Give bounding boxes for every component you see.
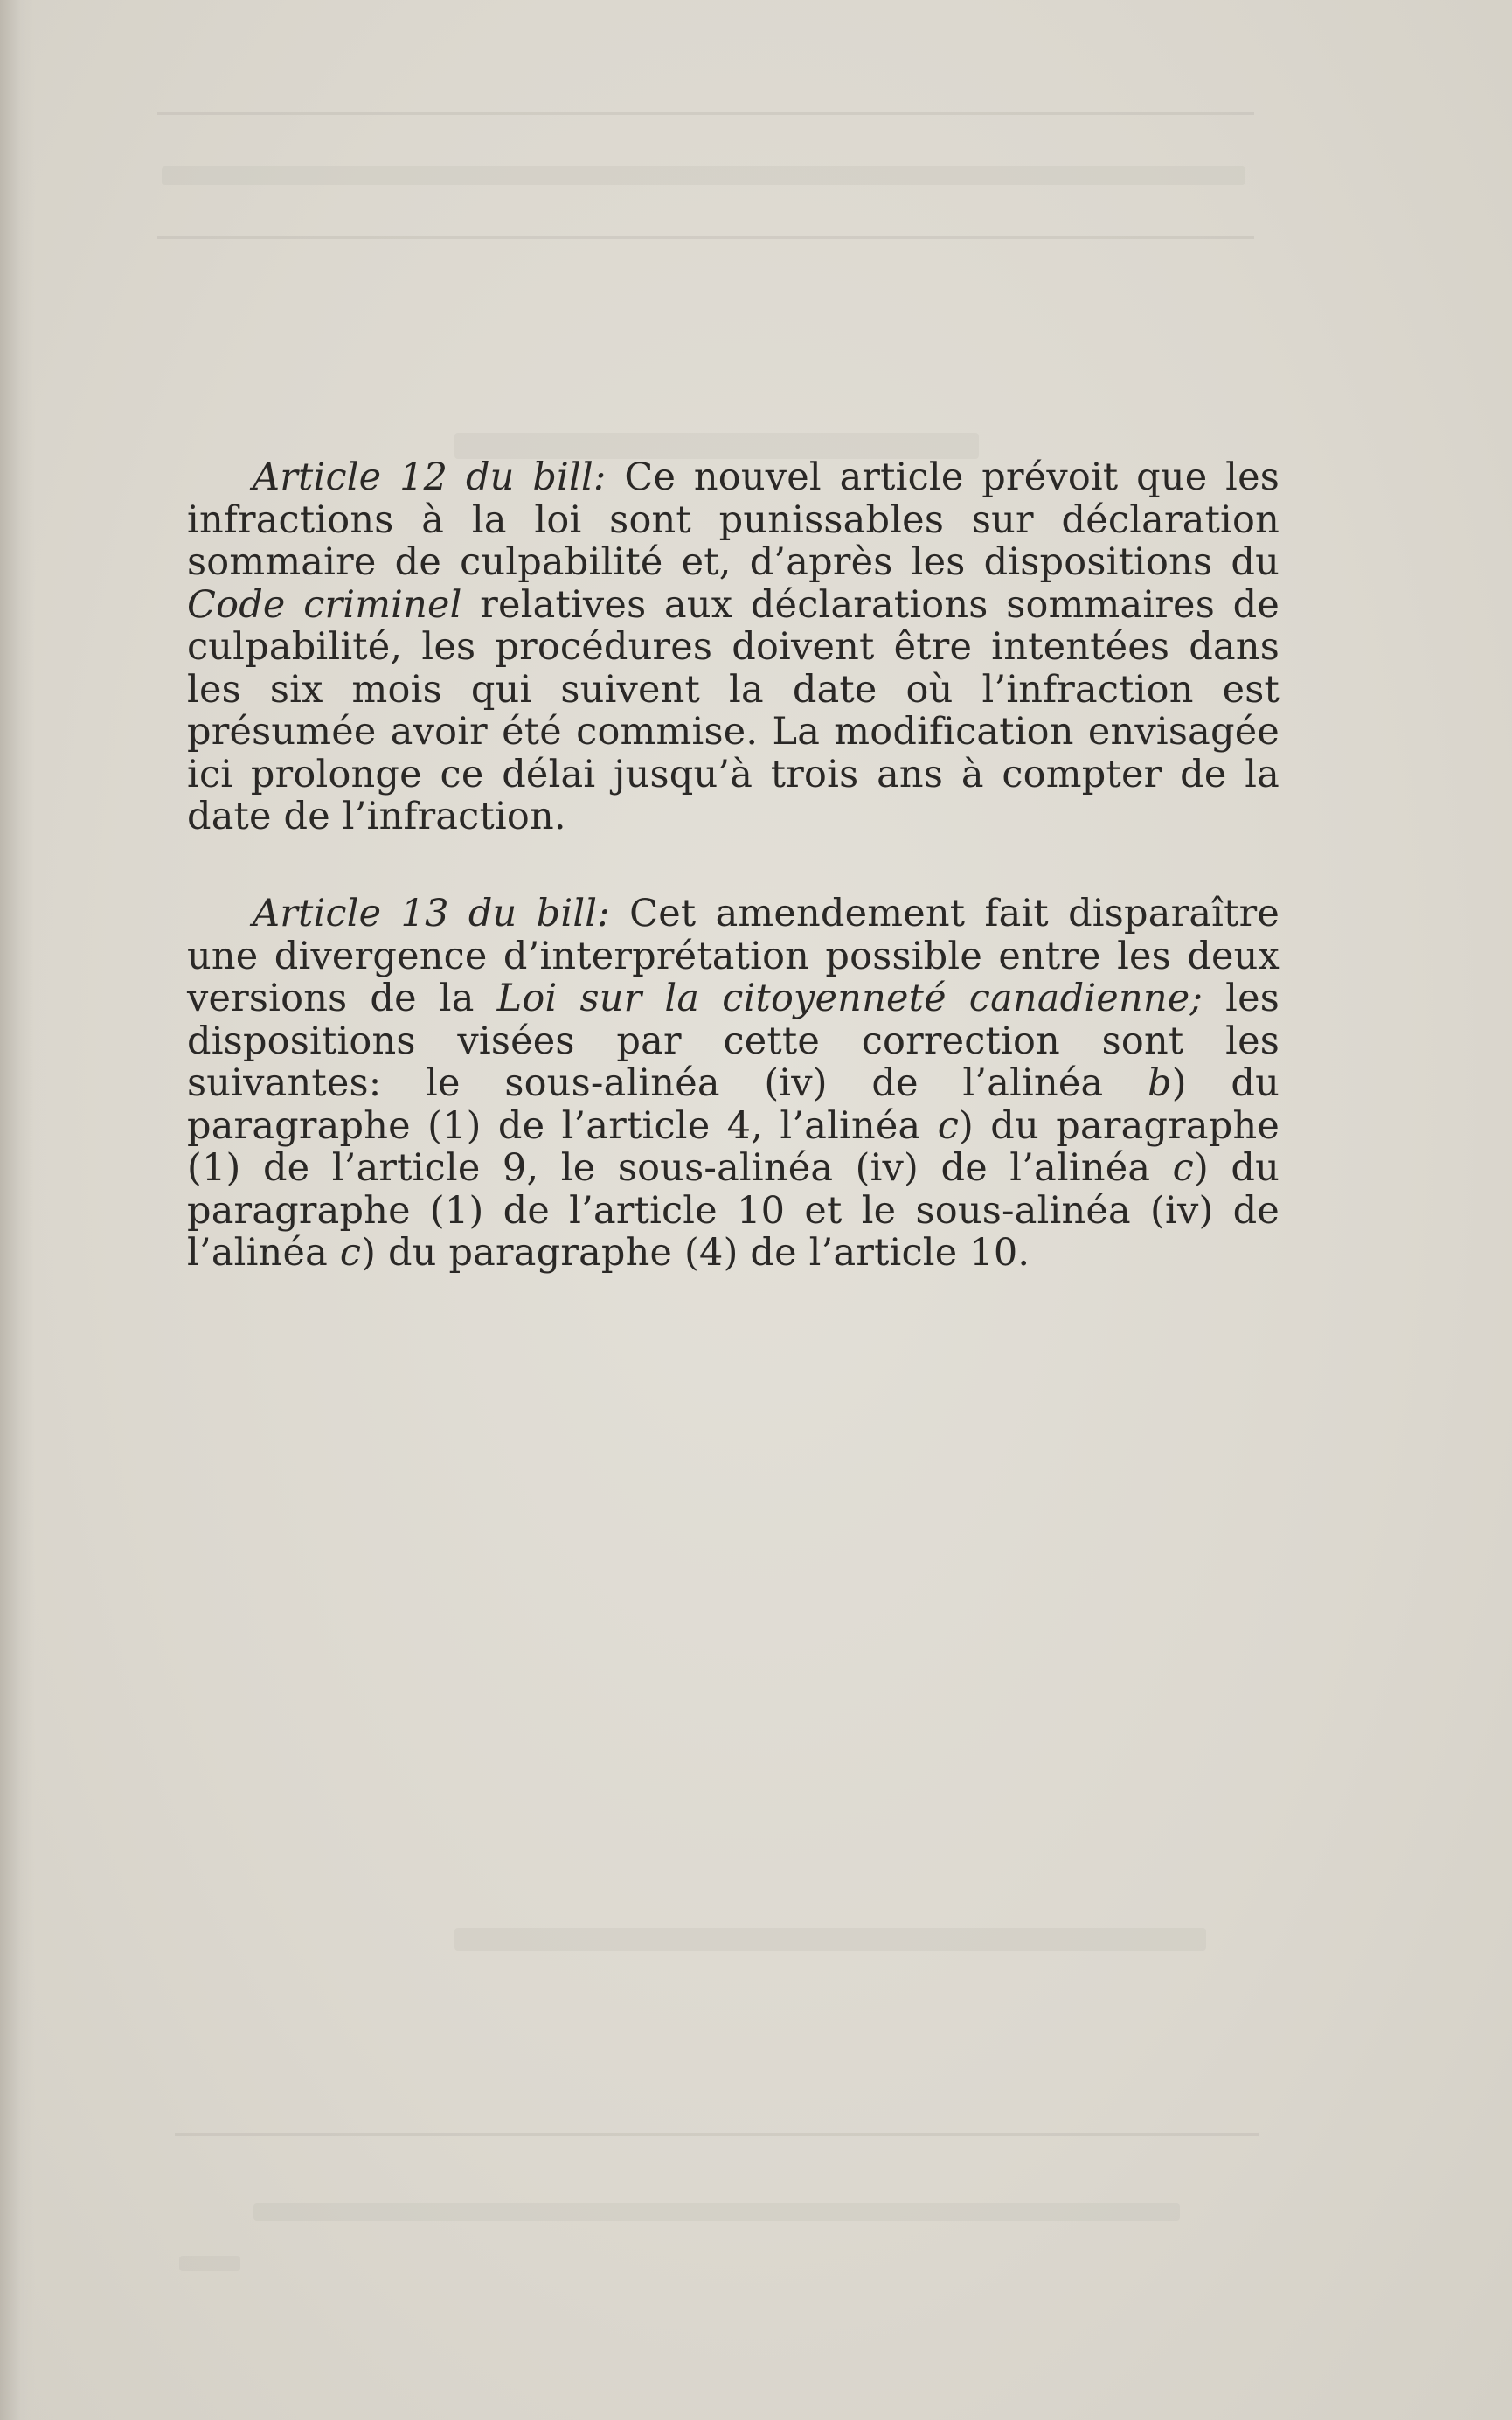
text-segment: ) du paragraphe (1) de l’article 4, l’alinéa <box>187 1061 1280 1148</box>
show-through-line <box>253 2203 1180 2221</box>
text-segment: ) du paragraphe (1) de l’article 9, le sous-alinéa (iv) de l’alinéa <box>187 1103 1280 1190</box>
binding-shadow <box>0 0 35 2420</box>
text-segment: les dispositions visées par cette correction sont les suivantes: le sous-alinéa (iv) de l’alinéa <box>187 977 1280 1105</box>
italic-segment: c <box>1172 1146 1194 1190</box>
italic-segment: Loi sur la citoyenneté canadienne; <box>496 977 1203 1020</box>
article-heading: Article 13 du bill: <box>253 892 610 935</box>
article-body <box>187 455 1280 838</box>
article-12-paragraph <box>187 456 1280 838</box>
article-heading: Article 12 du bill: <box>253 455 607 499</box>
show-through-line <box>179 2256 240 2271</box>
italic-segment: Code criminel <box>187 582 462 627</box>
text-segment: Ce nouvel article prévoit que les infractions à la loi sont punissables sur déclaration sommaire de culpabilité et, d’après les dispositions du <box>187 455 1280 584</box>
italic-segment: c <box>937 1103 959 1148</box>
article-body <box>187 892 1280 1275</box>
italic-segment: c <box>339 1231 362 1275</box>
show-through-line <box>162 166 1245 185</box>
text-segment: ) du paragraphe (4) de l’article 10. <box>361 1231 1030 1275</box>
text-segment: ) du paragraphe (1) de l’article 10 et le sous-alinéa (iv) de l’alinéa <box>187 1146 1280 1275</box>
show-through-line <box>454 1928 1206 1951</box>
text-segment: relatives aux déclarations sommaires de culpabilité, les procédures doivent être intentées dans les six mois qui suivent la date où l’infraction est présumée avoir été commise. La modification envisagée ici prolonge ce délai jusqu’à trois ans à compter de la date de l’infraction. <box>187 582 1280 838</box>
article-13-paragraph <box>187 893 1280 1275</box>
show-through-rule <box>175 2133 1259 2136</box>
italic-segment: b <box>1148 1061 1172 1105</box>
article-paragraph <box>187 893 1280 1275</box>
show-through-rule <box>157 236 1254 239</box>
text-segment: Cet amendement fait disparaître une divergence d’interprétation possible entre les deux versions de la <box>187 892 1280 1020</box>
show-through-rule <box>157 112 1254 115</box>
article-paragraph <box>187 456 1280 838</box>
